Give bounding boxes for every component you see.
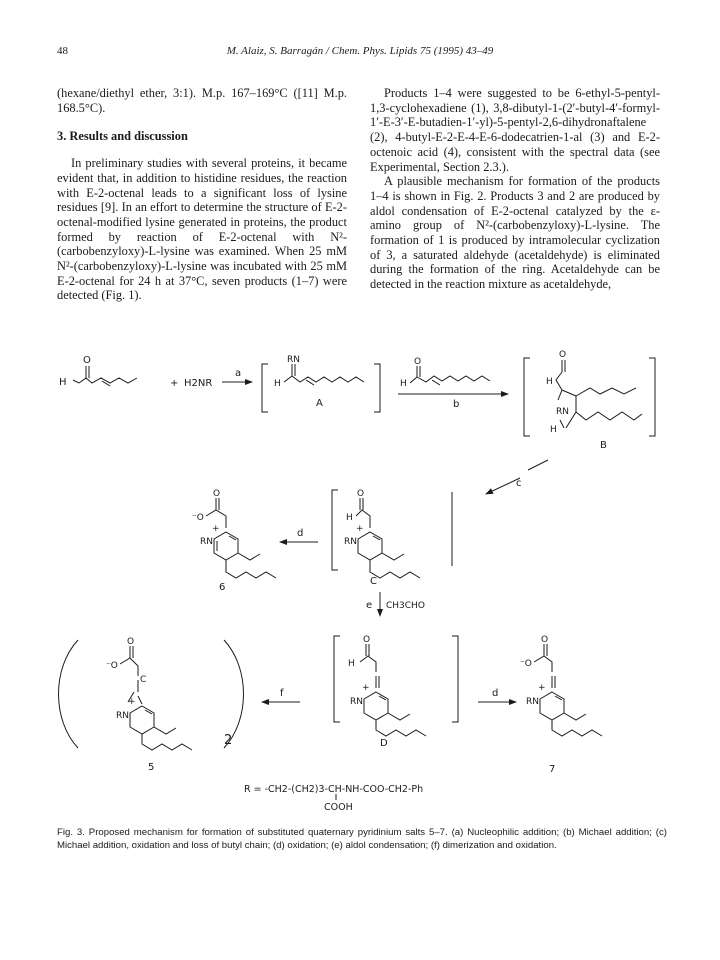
b-h-top: H	[546, 377, 553, 387]
product-5-label: 5	[148, 762, 155, 773]
label-a: a	[235, 368, 242, 379]
page-number: 48	[57, 45, 68, 57]
b-reagent-o: O	[414, 357, 422, 367]
a-h: H	[274, 379, 281, 389]
intermediate-b	[524, 358, 655, 436]
b-o: O	[559, 350, 567, 360]
intermediate-d	[334, 636, 458, 736]
d-h: H	[348, 659, 355, 669]
a-rn: RN	[287, 355, 300, 365]
p5-minus-o: ⁻O	[106, 661, 118, 671]
left-paragraph-2: In preliminary studies with several proteins, it became evident that, in addition to histidine residues, the reaction with E-2-octenal leads to a significant loss of lysine residues [9]. In an effort to determine the structure of E-2-octenal-modified lysine generated in proteins, the product formed by reaction of E-2-octenal with N²-(carbobenzyloxy)-L-lysine was examined. When 25 mM N²-(carbobenzyloxy)-L-lysine was incubated with 25 mM E-2-octenal for 24 h at 37°C, seven products (1–7) were detected (Fig. 1).	[57, 156, 347, 303]
c-h: H	[346, 513, 353, 523]
d-rn: RN	[350, 697, 363, 707]
b-h-bottom: H	[550, 425, 557, 435]
c-plus: +	[356, 524, 364, 534]
intermediate-c	[332, 490, 452, 578]
product-6-label: 6	[219, 582, 226, 593]
left-paragraph-1: (hexane/diethyl ether, 3:1). M.p. 167–169°C ([11] M.p. 168.5°C).	[57, 86, 347, 115]
figure-caption: Fig. 3. Proposed mechanism for formation of substituted quaternary pyridinium salts 5–7. (a) Nucleophilic addition; (b) Michael addition; (c) Michael addition, oxidation and loss of butyl chain; (d) oxidation; (e) aldol condensation; (f) dimerization and oxidation.	[57, 827, 667, 851]
p6-o: O	[213, 489, 221, 499]
r-cooh: COOH	[324, 802, 353, 813]
product-6-structure	[206, 498, 276, 578]
octenal-h: H	[59, 377, 67, 388]
p5-rn: RN	[116, 711, 129, 721]
label-e: e	[366, 600, 373, 611]
d-plus: +	[362, 683, 370, 693]
b-reagent-h: H	[400, 379, 407, 389]
p7-rn: RN	[526, 697, 539, 707]
section-heading: 3. Results and discussion	[57, 129, 188, 144]
label-f: f	[280, 688, 284, 699]
octenal-o: O	[83, 355, 91, 366]
p7-minus-o: ⁻O	[520, 659, 532, 669]
intermediate-d-label: D	[380, 738, 388, 749]
b-rn: RN	[556, 407, 569, 417]
intermediate-a-label: A	[316, 398, 323, 409]
p5-plus: +	[128, 697, 136, 707]
product-5-structure	[59, 640, 244, 750]
label-c: c	[516, 478, 522, 489]
arrow-c	[486, 478, 520, 494]
p7-o: O	[541, 635, 549, 645]
plus-sign: +	[170, 378, 179, 389]
octenal-structure	[73, 366, 137, 386]
product-7-label: 7	[549, 764, 556, 775]
label-d-upper: d	[297, 528, 304, 539]
amine-label: H2NR	[184, 378, 213, 389]
right-paragraph-1: Products 1–4 were suggested to be 6-ethyl-5-pentyl-1,3-cyclohexadiene (1), 3,8-dibutyl-1-(2′-butyl-4′-formyl-1′-E-3′-E-butadien-1′-yl)-5-pentyl-2,6-dihydronaftalene (2), 4-butyl-E-2-E-4-E-6-dodecatrien-1-al (3) and E-2-octenoic acid (4), consistent with the spectral data (see Experimental, Section 2.3.).	[370, 86, 660, 174]
label-d-lower: d	[492, 688, 499, 699]
p6-plus: +	[212, 524, 220, 534]
p5-c: C	[140, 675, 147, 685]
dimer-subscript: 2	[224, 733, 233, 748]
intermediate-c-label: C	[370, 576, 377, 587]
p6-rn: RN	[200, 537, 213, 547]
running-title: M. Alaiz, S. Barragán / Chem. Phys. Lipids 75 (1995) 43–49	[226, 45, 494, 57]
c-rn: RN	[344, 537, 357, 547]
p6-minus-o: ⁻O	[192, 513, 204, 523]
p5-o: O	[127, 637, 135, 647]
reagent-acetaldehyde: CH3CHO	[386, 601, 425, 611]
intermediate-b-label: B	[600, 440, 607, 451]
octenal-over-arrow-b	[410, 366, 490, 385]
r-definition: R = -CH2-(CH2)3-CH-NH-COO-CH2-Ph	[244, 784, 424, 795]
p7-plus: +	[538, 683, 546, 693]
d-o: O	[363, 635, 371, 645]
c-o: O	[357, 489, 365, 499]
right-paragraph-2: A plausible mechanism for formation of the products 1–4 is shown in Fig. 2. Products 3 and 2 are produced by aldol condensation of E-2-octenal catalyzed by the ε-amino group of N²-(carbobenzyloxy)-L-lysine. The formation of 1 is produced by intramolecular cyclization of 3, a saturated aldehyde (acetaldehyde) is eliminated during the formation of the ring. Acetaldehyde can be detected in the reaction mixture as acetaldehyde,	[370, 174, 660, 292]
label-b: b	[453, 399, 460, 410]
